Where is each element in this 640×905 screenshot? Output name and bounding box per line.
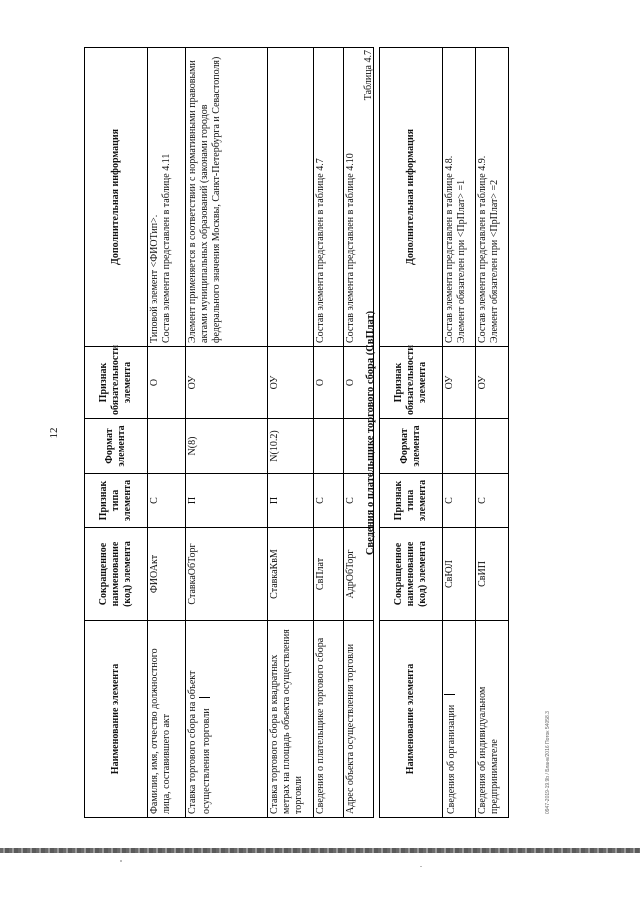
- scan-edge-strip: [0, 848, 640, 853]
- table-header-row: [380, 48, 443, 818]
- cell-type-flag: С: [476, 474, 509, 528]
- cell-element-name: Ставка торгового сбора на объект осуществления торговли: [186, 621, 268, 818]
- cell-format: [476, 419, 509, 474]
- table-row: [314, 48, 344, 818]
- cell-element-name: Адрес объекта осуществления торговли: [344, 621, 374, 818]
- scan-speck: [120, 860, 122, 862]
- header-type-flag: Признак типа элемента: [85, 474, 148, 528]
- table-header-row: [85, 48, 148, 818]
- scan-speck: [420, 866, 422, 867]
- header-type-flag: Признак типа элемента: [380, 474, 443, 528]
- cell-element-name: Сведения об организации: [443, 621, 476, 818]
- cell-mandatory-flag: ОУ: [443, 347, 476, 419]
- cell-short-code: СвИП: [476, 528, 509, 621]
- header-additional-info: Дополнительная информация: [85, 48, 148, 347]
- cell-short-code: СвПлат: [314, 528, 344, 621]
- cell-format: [443, 419, 476, 474]
- cell-short-code: СтавкаОбТорг: [186, 528, 268, 621]
- cell-short-code: ФИОАкт: [148, 528, 186, 621]
- cell-format: [148, 419, 186, 474]
- cell-short-code: АдрОбТорг: [344, 528, 374, 621]
- cell-additional-info: Состав элемента представлен в таблице 4.10: [344, 48, 374, 347]
- cell-mandatory-flag: ОУ: [268, 347, 314, 419]
- table-caption-number: Таблица 4.7: [363, 50, 374, 101]
- cell-mandatory-flag: ОУ: [186, 347, 268, 419]
- elements-table-main: [84, 47, 374, 818]
- cell-type-flag: С: [443, 474, 476, 528]
- cell-short-code: СвЮЛ: [443, 528, 476, 621]
- table-row: [148, 48, 186, 818]
- cell-mandatory-flag: О: [148, 347, 186, 419]
- cell-additional-info: Состав элемента представлен в таблице 4.9. Элемент обязателен при <ПрПлат> =2: [476, 48, 509, 347]
- payer-info-table: [379, 47, 509, 818]
- header-short-code: Сокращенное наименование (код) элемента: [380, 528, 443, 621]
- cell-type-flag: С: [314, 474, 344, 528]
- cell-additional-info: [268, 48, 314, 347]
- rotated-document-page: [45, 48, 585, 818]
- cell-format: N(10.2): [268, 419, 314, 474]
- cell-additional-info: Элемент применяется в соответствии с нормативными правовыми актами муниципальных образований (законами городов федерального значения Москвы, Санкт-Петербурга и Севастополя): [186, 48, 268, 347]
- cell-mandatory-flag: ОУ: [476, 347, 509, 419]
- cell-element-name: Сведения об индивидуальном предпринимателе: [476, 621, 509, 818]
- cell-additional-info: Состав элемента представлен в таблице 4.8. Элемент обязателен при <ПрПлат> =1: [443, 48, 476, 347]
- cell-element-name: Сведения о плательщике торгового сбора: [314, 621, 344, 818]
- cell-format: [314, 419, 344, 474]
- cell-mandatory-flag: О: [344, 347, 374, 419]
- header-mandatory-flag: Признак обязательности элемента: [380, 347, 443, 419]
- header-mandatory-flag: Признак обязательности элемента: [85, 347, 148, 419]
- header-element-name: Наименование элемента: [85, 621, 148, 818]
- header-additional-info: Дополнительная информация: [380, 48, 443, 347]
- text-cursor: [199, 697, 210, 698]
- cell-type-flag: П: [268, 474, 314, 528]
- cell-type-flag: С: [148, 474, 186, 528]
- text-cursor: [444, 694, 455, 695]
- footnote-stamp: 0947-2019-19.9b / Бланк/2016 Поток 54058.3: [545, 711, 551, 814]
- header-short-code: Сокращенное наименование (код) элемента: [85, 528, 148, 621]
- cell-type-flag: П: [186, 474, 268, 528]
- cell-format: N(8): [186, 419, 268, 474]
- table-row: [476, 48, 509, 818]
- cell-mandatory-flag: О: [314, 347, 344, 419]
- page-number: 12: [48, 427, 60, 439]
- table-caption-title: Сведения о плательщике торгового сбора (СвПлат): [365, 310, 376, 556]
- header-format: Формат элемента: [85, 419, 148, 474]
- header-element-name: Наименование элемента: [380, 621, 443, 818]
- cell-type-flag: С: [344, 474, 374, 528]
- cell-element-name: Фамилия, имя, отчество должностного лица, составившего акт: [148, 621, 186, 818]
- cell-additional-info: Типовой элемент <ФИОТип>. Состав элемента представлен в таблице 4.11: [148, 48, 186, 347]
- table-row: [268, 48, 314, 818]
- cell-short-code: СтавкаКвМ: [268, 528, 314, 621]
- header-format: Формат элемента: [380, 419, 443, 474]
- cell-additional-info: Состав элемента представлен в таблице 4.7: [314, 48, 344, 347]
- cell-element-name: Ставка торгового сбора в квадратных метрах на площадь объекта осуществления торговли: [268, 621, 314, 818]
- table-row: [443, 48, 476, 818]
- table-row: [186, 48, 268, 818]
